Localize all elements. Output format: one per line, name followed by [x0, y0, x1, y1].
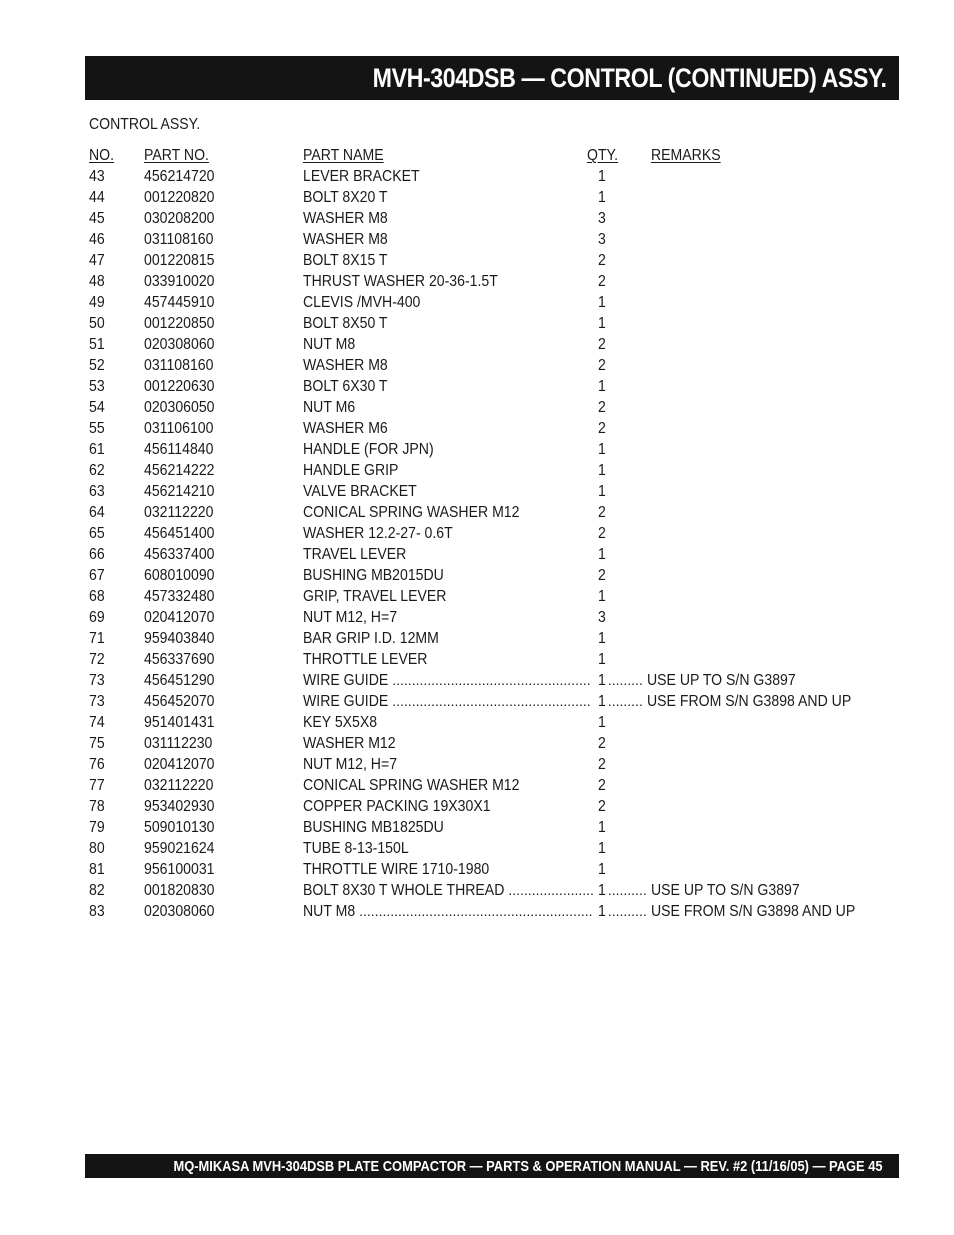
cell-no: 48: [89, 273, 105, 290]
cell-qty: 2: [598, 525, 606, 542]
cell-no: 55: [89, 420, 105, 437]
cell-qty: 2: [598, 420, 606, 437]
cell-qty: 1: [598, 462, 606, 479]
cell-part-no: 020308060: [144, 903, 215, 920]
cell-part-no: 456452070: [144, 693, 215, 710]
cell-part-name: THROTTLE LEVER: [303, 651, 428, 668]
leader-dots: ...................................................: [392, 693, 591, 709]
cell-no: 74: [89, 714, 105, 731]
cell-no: 81: [89, 861, 105, 878]
cell-part-no: 456214222: [144, 462, 215, 479]
cell-part-no: 031108160: [144, 357, 214, 374]
cell-part-name: NUT M12, H=7: [303, 609, 398, 626]
leader-dots: ..........: [607, 882, 647, 898]
table-row: [0, 901, 954, 922]
table-body: [0, 166, 954, 922]
cell-no: 69: [89, 609, 105, 626]
cell-qty: 1: [598, 441, 606, 458]
table-row: [0, 397, 954, 418]
section-label: CONTROL ASSY.: [89, 116, 201, 133]
cell-qty: 1: [598, 693, 606, 710]
cell-part-name: WASHER M8: [303, 357, 388, 374]
title-bar: [85, 56, 899, 100]
cell-qty: 1: [598, 189, 606, 206]
table-row: [0, 649, 954, 670]
cell-qty: 2: [598, 504, 606, 521]
table-row: [0, 670, 954, 691]
cell-part-name: THROTTLE WIRE 1710-1980: [303, 861, 490, 878]
cell-part-no: 031106100: [144, 420, 214, 437]
cell-qty: 1: [598, 315, 606, 332]
cell-part-name: HANDLE (FOR JPN): [303, 441, 434, 458]
cell-no: 68: [89, 588, 105, 605]
cell-qty: 1: [598, 861, 606, 878]
cell-remarks: USE UP TO S/N G3897: [651, 882, 800, 899]
cell-part-no: 031108160: [144, 231, 214, 248]
cell-part-no: 456214720: [144, 168, 215, 185]
cell-part-no: 457445910: [144, 294, 215, 311]
cell-no: 82: [89, 882, 105, 899]
cell-no: 66: [89, 546, 105, 563]
cell-no: 72: [89, 651, 105, 668]
table-row: [0, 817, 954, 838]
cell-qty: 2: [598, 798, 606, 815]
header-qty: QTY.: [587, 147, 619, 164]
cell-part-name: BOLT 8X20 T: [303, 189, 388, 206]
cell-no: 75: [89, 735, 105, 752]
cell-no: 65: [89, 525, 105, 542]
cell-qty: 1: [598, 546, 606, 563]
cell-no: 62: [89, 462, 105, 479]
leader-dots: ...................................................: [392, 672, 591, 688]
table-row: [0, 376, 954, 397]
cell-part-no: 456114840: [144, 441, 214, 458]
cell-part-name: LEVER BRACKET: [303, 168, 420, 185]
cell-qty: 1: [598, 840, 606, 857]
header-remarks: REMARKS: [651, 147, 721, 164]
header-part-no: PART NO.: [144, 147, 209, 164]
cell-part-name: THRUST WASHER 20-36-1.5T: [303, 273, 498, 290]
cell-part-no: 456451290: [144, 672, 215, 689]
table-row: [0, 187, 954, 208]
cell-part-name: BOLT 8X15 T: [303, 252, 388, 269]
cell-qty: 2: [598, 777, 606, 794]
table-row: [0, 733, 954, 754]
table-row: [0, 880, 954, 901]
cell-part-name: CONICAL SPRING WASHER M12: [303, 777, 520, 794]
cell-part-no: 956100031: [144, 861, 215, 878]
cell-no: 50: [89, 315, 105, 332]
cell-part-no: 509010130: [144, 819, 215, 836]
cell-part-name: CONICAL SPRING WASHER M12: [303, 504, 520, 521]
cell-qty: 1: [598, 672, 606, 689]
cell-qty: 1: [598, 378, 606, 395]
table-row: [0, 628, 954, 649]
table-row: [0, 691, 954, 712]
table-row: [0, 859, 954, 880]
cell-part-name: BUSHING MB2015DU: [303, 567, 444, 584]
table-row: [0, 334, 954, 355]
cell-no: 71: [89, 630, 105, 647]
cell-no: 45: [89, 210, 105, 227]
cell-part-no: 456337400: [144, 546, 215, 563]
cell-part-no: 457332480: [144, 588, 215, 605]
cell-part-no: 020308060: [144, 336, 215, 353]
part-name-text: NUT M8: [303, 903, 356, 920]
cell-qty: 3: [598, 210, 606, 227]
cell-part-name: NUT M6: [303, 399, 356, 416]
cell-part-name: NUT M8: [303, 336, 356, 353]
cell-part-no: 020412070: [144, 756, 215, 773]
cell-no: 83: [89, 903, 105, 920]
parts-table: [0, 145, 954, 922]
cell-qty: 3: [598, 231, 606, 248]
cell-part-no: 001220630: [144, 378, 215, 395]
header-part-name: PART NAME: [303, 147, 384, 164]
table-row: [0, 250, 954, 271]
table-row: [0, 523, 954, 544]
cell-no: 63: [89, 483, 105, 500]
cell-part-name: GRIP, TRAVEL LEVER: [303, 588, 447, 605]
cell-qty: 2: [598, 567, 606, 584]
table-row: [0, 166, 954, 187]
cell-no: 67: [89, 567, 105, 584]
cell-part-name: WASHER M6: [303, 420, 388, 437]
table-row: [0, 481, 954, 502]
cell-part-name: KEY 5X5X8: [303, 714, 378, 731]
header-no: NO.: [89, 147, 115, 164]
cell-qty: 1: [598, 588, 606, 605]
table-row: [0, 586, 954, 607]
cell-part-name: TUBE 8-13-150L: [303, 840, 409, 857]
part-name-text: WIRE GUIDE: [303, 693, 389, 710]
cell-part-no: 456337690: [144, 651, 215, 668]
cell-part-no: 032112220: [144, 504, 214, 521]
cell-part-name: [303, 901, 355, 922]
table-row: [0, 607, 954, 628]
cell-no: 44: [89, 189, 105, 206]
cell-no: 64: [89, 504, 105, 521]
table-row: [0, 544, 954, 565]
part-name-text: WIRE GUIDE: [303, 672, 389, 689]
cell-qty: 1: [598, 819, 606, 836]
cell-part-no: 608010090: [144, 567, 215, 584]
table-row: [0, 775, 954, 796]
cell-qty: 2: [598, 735, 606, 752]
cell-remarks: USE FROM S/N G3898 AND UP: [647, 693, 852, 710]
cell-qty: 1: [598, 294, 606, 311]
cell-part-no: 030208200: [144, 210, 215, 227]
cell-qty: 3: [598, 609, 606, 626]
cell-part-name: BOLT 8X50 T: [303, 315, 388, 332]
cell-no: 54: [89, 399, 105, 416]
cell-part-name: TRAVEL LEVER: [303, 546, 407, 563]
cell-qty: 1: [598, 483, 606, 500]
leader-dots: .........: [607, 672, 643, 688]
cell-no: 52: [89, 357, 105, 374]
cell-part-no: 456214210: [144, 483, 215, 500]
cell-part-no: 033910020: [144, 273, 215, 290]
cell-no: 47: [89, 252, 105, 269]
cell-no: 77: [89, 777, 105, 794]
cell-part-name: VALVE BRACKET: [303, 483, 417, 500]
cell-no: 73: [89, 693, 105, 710]
cell-qty: 1: [598, 651, 606, 668]
table-row: [0, 439, 954, 460]
leader-dots: .........: [607, 693, 643, 709]
cell-qty: 1: [598, 903, 606, 920]
cell-qty: 2: [598, 252, 606, 269]
table-row: [0, 796, 954, 817]
cell-part-name: HANDLE GRIP: [303, 462, 399, 479]
cell-no: 49: [89, 294, 105, 311]
cell-no: 61: [89, 441, 105, 458]
cell-no: 76: [89, 756, 105, 773]
table-row: [0, 418, 954, 439]
cell-part-no: 951401431: [144, 714, 215, 731]
leader-dots: ............................................................: [359, 903, 593, 919]
cell-part-name: [303, 691, 388, 712]
footer-text: MQ-MIKASA MVH-304DSB PLATE COMPACTOR — PARTS & OPERATION MANUAL — REV. #2 (11/16/05) — PAGE 45: [173, 1157, 883, 1175]
cell-qty: 2: [598, 399, 606, 416]
leader-dots: ..........: [607, 903, 647, 919]
table-row: [0, 271, 954, 292]
footer-bar: [85, 1154, 899, 1178]
table-row: [0, 208, 954, 229]
cell-no: 73: [89, 672, 105, 689]
cell-no: 79: [89, 819, 105, 836]
leader-dots: ......................: [508, 882, 594, 898]
cell-part-name: WASHER M8: [303, 210, 388, 227]
cell-part-name: CLEVIS /MVH-400: [303, 294, 421, 311]
table-row: [0, 292, 954, 313]
cell-qty: 1: [598, 630, 606, 647]
cell-part-name: NUT M12, H=7: [303, 756, 398, 773]
cell-no: 78: [89, 798, 105, 815]
cell-qty: 2: [598, 273, 606, 290]
cell-no: 43: [89, 168, 105, 185]
cell-part-no: 031112230: [144, 735, 213, 752]
part-name-text: BOLT 8X30 T WHOLE THREAD: [303, 882, 505, 899]
table-header: [0, 145, 954, 166]
cell-qty: 2: [598, 336, 606, 353]
cell-qty: 1: [598, 714, 606, 731]
cell-part-name: [303, 880, 504, 901]
cell-remarks: USE UP TO S/N G3897: [647, 672, 796, 689]
cell-part-name: COPPER PACKING 19X30X1: [303, 798, 491, 815]
cell-no: 80: [89, 840, 105, 857]
cell-remarks: USE FROM S/N G3898 AND UP: [651, 903, 856, 920]
cell-part-no: 001220850: [144, 315, 215, 332]
cell-part-no: 020412070: [144, 609, 215, 626]
table-row: [0, 838, 954, 859]
cell-part-no: 959021624: [144, 840, 215, 857]
cell-part-no: 953402930: [144, 798, 215, 815]
cell-part-no: 001820830: [144, 882, 215, 899]
cell-no: 46: [89, 231, 105, 248]
cell-qty: 2: [598, 756, 606, 773]
cell-part-name: BAR GRIP I.D. 12MM: [303, 630, 439, 647]
table-row: [0, 313, 954, 334]
cell-no: 51: [89, 336, 105, 353]
cell-part-no: 001220815: [144, 252, 215, 269]
cell-part-name: WASHER 12.2-27- 0.6T: [303, 525, 453, 542]
cell-qty: 1: [598, 882, 606, 899]
cell-part-name: BOLT 6X30 T: [303, 378, 388, 395]
cell-part-name: WASHER M12: [303, 735, 396, 752]
cell-part-name: WASHER M8: [303, 231, 388, 248]
cell-part-no: 001220820: [144, 189, 215, 206]
table-row: [0, 229, 954, 250]
cell-part-no: 032112220: [144, 777, 214, 794]
cell-part-name: BUSHING MB1825DU: [303, 819, 444, 836]
table-row: [0, 502, 954, 523]
page-title: MVH-304DSB — CONTROL (CONTINUED) ASSY.: [373, 62, 887, 93]
table-row: [0, 460, 954, 481]
cell-part-name: [303, 670, 388, 691]
cell-part-no: 959403840: [144, 630, 215, 647]
table-row: [0, 712, 954, 733]
table-row: [0, 355, 954, 376]
cell-part-no: 456451400: [144, 525, 215, 542]
cell-qty: 2: [598, 357, 606, 374]
table-row: [0, 565, 954, 586]
cell-qty: 1: [598, 168, 606, 185]
table-row: [0, 754, 954, 775]
cell-no: 53: [89, 378, 105, 395]
cell-part-no: 020306050: [144, 399, 215, 416]
